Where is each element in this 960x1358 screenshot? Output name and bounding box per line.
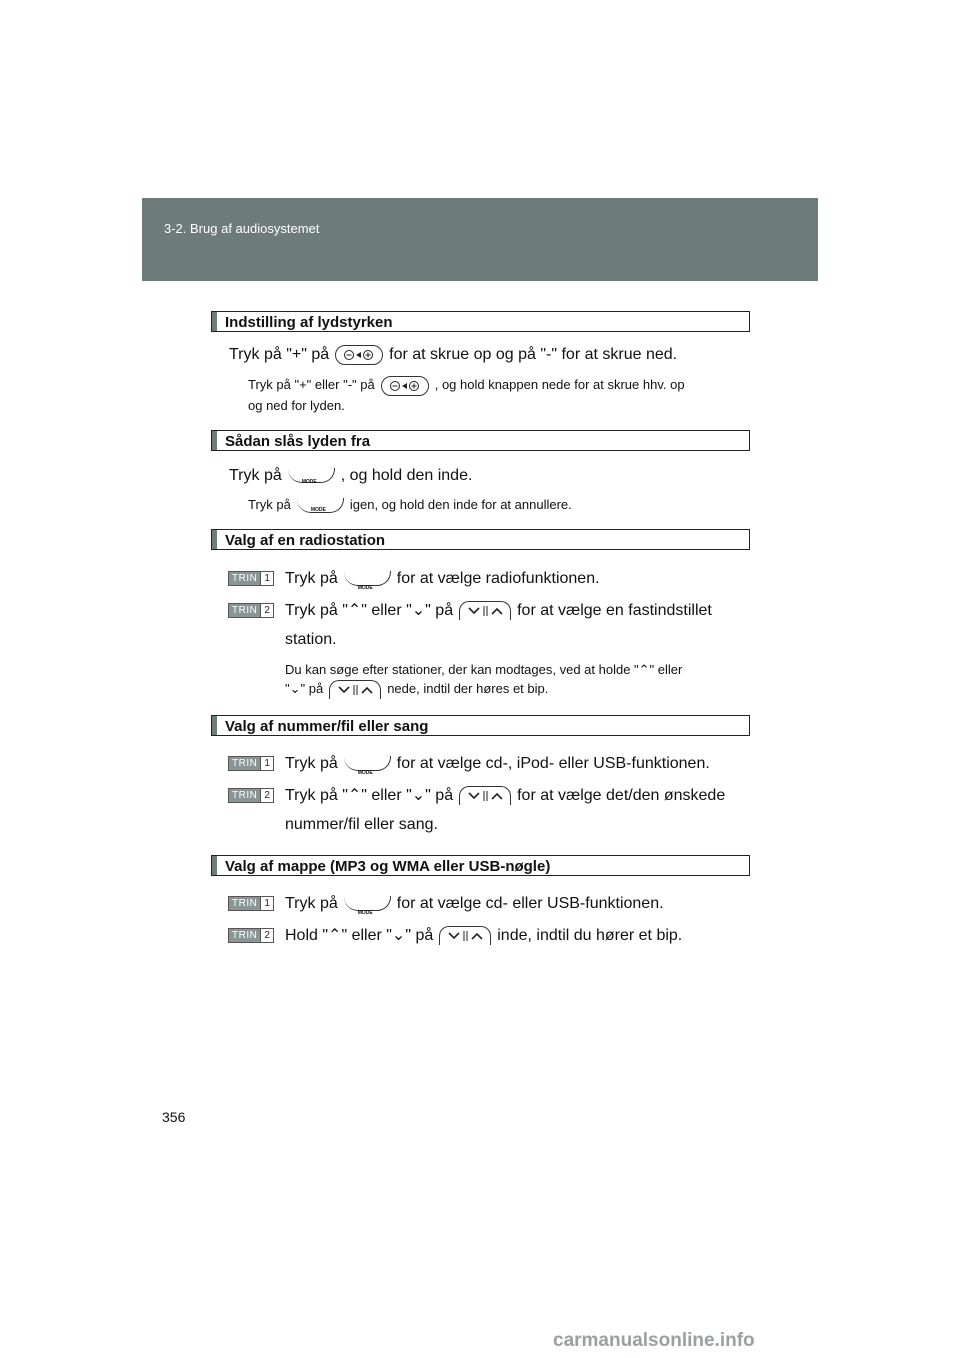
step-2-folder: TRIN 2 Hold "⌃" eller "⌄" på inde, indtil du hører et bip.: [211, 921, 750, 950]
volume-knob-icon: [381, 376, 429, 396]
step-1-folder: TRIN 1 Tryk på MODE for at vælge cd- eller USB-funktionen.: [211, 889, 750, 918]
mode-button-icon: MODE: [297, 498, 344, 513]
volume-knob-icon: [335, 345, 383, 365]
step-1-radio: TRIN 1 Tryk på MODE for at vælge radiofunktionen.: [211, 564, 750, 593]
section-header-band: [142, 198, 818, 281]
mute-instruction: Tryk på MODE , og hold den inde.: [229, 466, 473, 485]
page-number: 356: [162, 1109, 186, 1125]
radio-note: Du kan søge efter stationer, der kan modtages, ved at holde "⌃" eller "⌄" på nede, indtil der høres et bip.: [211, 660, 750, 699]
step-badge: TRIN 1: [228, 571, 274, 586]
step-2-track: TRIN 2 Tryk på "⌃" eller "⌄" på for at vælge det/den ønskede nummer/fil eller sang.: [211, 781, 750, 839]
section-breadcrumb: 3-2. Brug af audiosystemet: [164, 221, 320, 236]
mode-button-icon: MODE: [288, 468, 335, 483]
step-badge: TRIN 2: [228, 603, 274, 618]
step-badge: TRIN 2: [228, 928, 274, 943]
seek-track-button-icon: [439, 926, 491, 945]
seek-track-button-icon: [329, 680, 381, 699]
step-1-track: TRIN 1 Tryk på MODE for at vælge cd-, iPod- eller USB-funktionen.: [211, 749, 750, 778]
step-badge: TRIN 2: [228, 788, 274, 803]
seek-track-button-icon: [459, 601, 511, 620]
step-badge: TRIN 1: [228, 756, 274, 771]
mode-button-icon: MODE: [344, 756, 391, 771]
step-2-radio: TRIN 2 Tryk på "⌃" eller "⌄" på for at vælge en fastindstillet station.: [211, 596, 750, 654]
volume-note: Tryk på "+" eller "-" på , og hold knappen nede for at skrue hhv. op og ned for lyden.: [248, 377, 685, 413]
section-title-radio: Valg af en radiostation: [211, 529, 750, 550]
step-badge: TRIN 1: [228, 896, 274, 911]
section-title-mute: Sådan slås lyden fra: [211, 430, 750, 451]
section-title-folder: Valg af mappe (MP3 og WMA eller USB-nøgle): [211, 855, 750, 876]
section-title-track: Valg af nummer/fil eller sang: [211, 715, 750, 736]
section-title-volume: Indstilling af lydstyrken: [211, 311, 750, 332]
mute-note: Tryk på MODE igen, og hold den inde for at annullere.: [248, 496, 572, 513]
seek-track-button-icon: [459, 786, 511, 805]
mode-button-icon: MODE: [344, 896, 391, 911]
watermark: carmanualsonline.info: [553, 1330, 755, 1351]
page-content: [211, 311, 750, 950]
mode-button-icon: MODE: [344, 571, 391, 586]
volume-instruction: Tryk på "+" på for at skrue op og på "-" for at skrue ned.: [229, 346, 678, 363]
